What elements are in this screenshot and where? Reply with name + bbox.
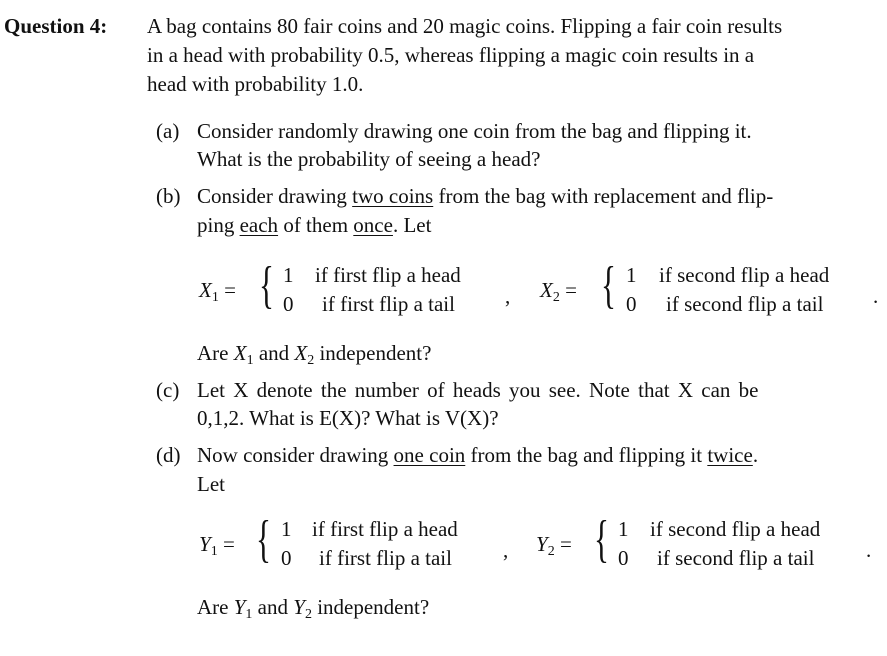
part-b-line-2: ping each of them once. Let xyxy=(197,213,432,237)
x2-value-1: 1 xyxy=(626,263,637,287)
y1-condition-0: if first flip a tail xyxy=(319,546,452,570)
part-d-line-2: Let xyxy=(197,472,225,496)
part-b-label: (b) xyxy=(156,184,181,208)
y1-condition-1: if first flip a head xyxy=(312,517,458,541)
question-intro-line-1: A bag contains 80 fair coins and 20 magic coins. Flipping a fair coin results xyxy=(147,14,783,38)
y1-value-0: 0 xyxy=(281,546,292,570)
underlined-two-coins: two coins xyxy=(352,184,434,208)
part-b-question: Are $X_1$ and $X_2$ independent? xyxy=(197,341,432,368)
y2-value-0: 0 xyxy=(618,546,629,570)
x1-condition-0: if first flip a tail xyxy=(322,292,455,316)
underlined-once: once xyxy=(353,213,393,237)
part-c-line-2: 0,1,2. What is E(X)? What is V(X)? xyxy=(197,406,499,430)
question-label: Question 4: xyxy=(4,14,108,38)
y2-left-brace: { xyxy=(594,511,609,568)
underlined-one-coin: one coin xyxy=(393,443,466,467)
part-d-line-1: Now consider drawing one coin from the bag and flipping it twice. xyxy=(197,443,759,467)
y2-condition-0: if second flip a tail xyxy=(657,546,815,570)
part-d-label: (d) xyxy=(156,443,181,467)
underlined-each: each xyxy=(239,213,279,237)
x1-value-1: 1 xyxy=(283,263,294,287)
x-comma: , xyxy=(505,284,511,308)
part-b-line-1: Consider drawing two coins from the bag with replacement and flip- xyxy=(197,184,774,208)
part-d-question: Are $Y_1$ and $Y_2$ independent? xyxy=(197,595,430,622)
part-c-label: (c) xyxy=(156,378,180,402)
x1-variable: $X_1$ = xyxy=(199,278,236,305)
y1-value-1: 1 xyxy=(281,517,292,541)
part-a-line-2: What is the probability of seeing a head? xyxy=(197,147,541,171)
y1-left-brace: { xyxy=(256,511,271,568)
y2-variable: $Y_2$ = xyxy=(536,532,572,559)
y1-variable: $Y_1$ = xyxy=(199,532,235,559)
x2-value-0: 0 xyxy=(626,292,637,316)
x2-variable: $X_2$ = xyxy=(540,278,577,305)
y-comma: , xyxy=(503,538,509,562)
part-c-line-1: Let X denote the number of heads you see. Note that X can be xyxy=(197,378,759,402)
underlined-twice: twice xyxy=(707,443,753,467)
x1-condition-1: if first flip a head xyxy=(315,263,461,287)
x2-condition-0: if second flip a tail xyxy=(666,292,824,316)
part-a-label: (a) xyxy=(156,119,180,143)
y2-condition-1: if second flip a head xyxy=(650,517,821,541)
y2-value-1: 1 xyxy=(618,517,629,541)
x1-value-0: 0 xyxy=(283,292,294,316)
x1-left-brace: { xyxy=(259,257,274,314)
x2-left-brace: { xyxy=(601,257,616,314)
x2-condition-1: if second flip a head xyxy=(659,263,830,287)
question-intro-line-2: in a head with probability 0.5, whereas flipping a magic coin results in a xyxy=(147,43,755,67)
part-a-line-1: Consider randomly drawing one coin from the bag and flipping it. xyxy=(197,119,752,143)
x-period: . xyxy=(873,284,879,308)
question-intro-line-3: head with probability 1.0. xyxy=(147,72,364,96)
y-period: . xyxy=(866,538,872,562)
